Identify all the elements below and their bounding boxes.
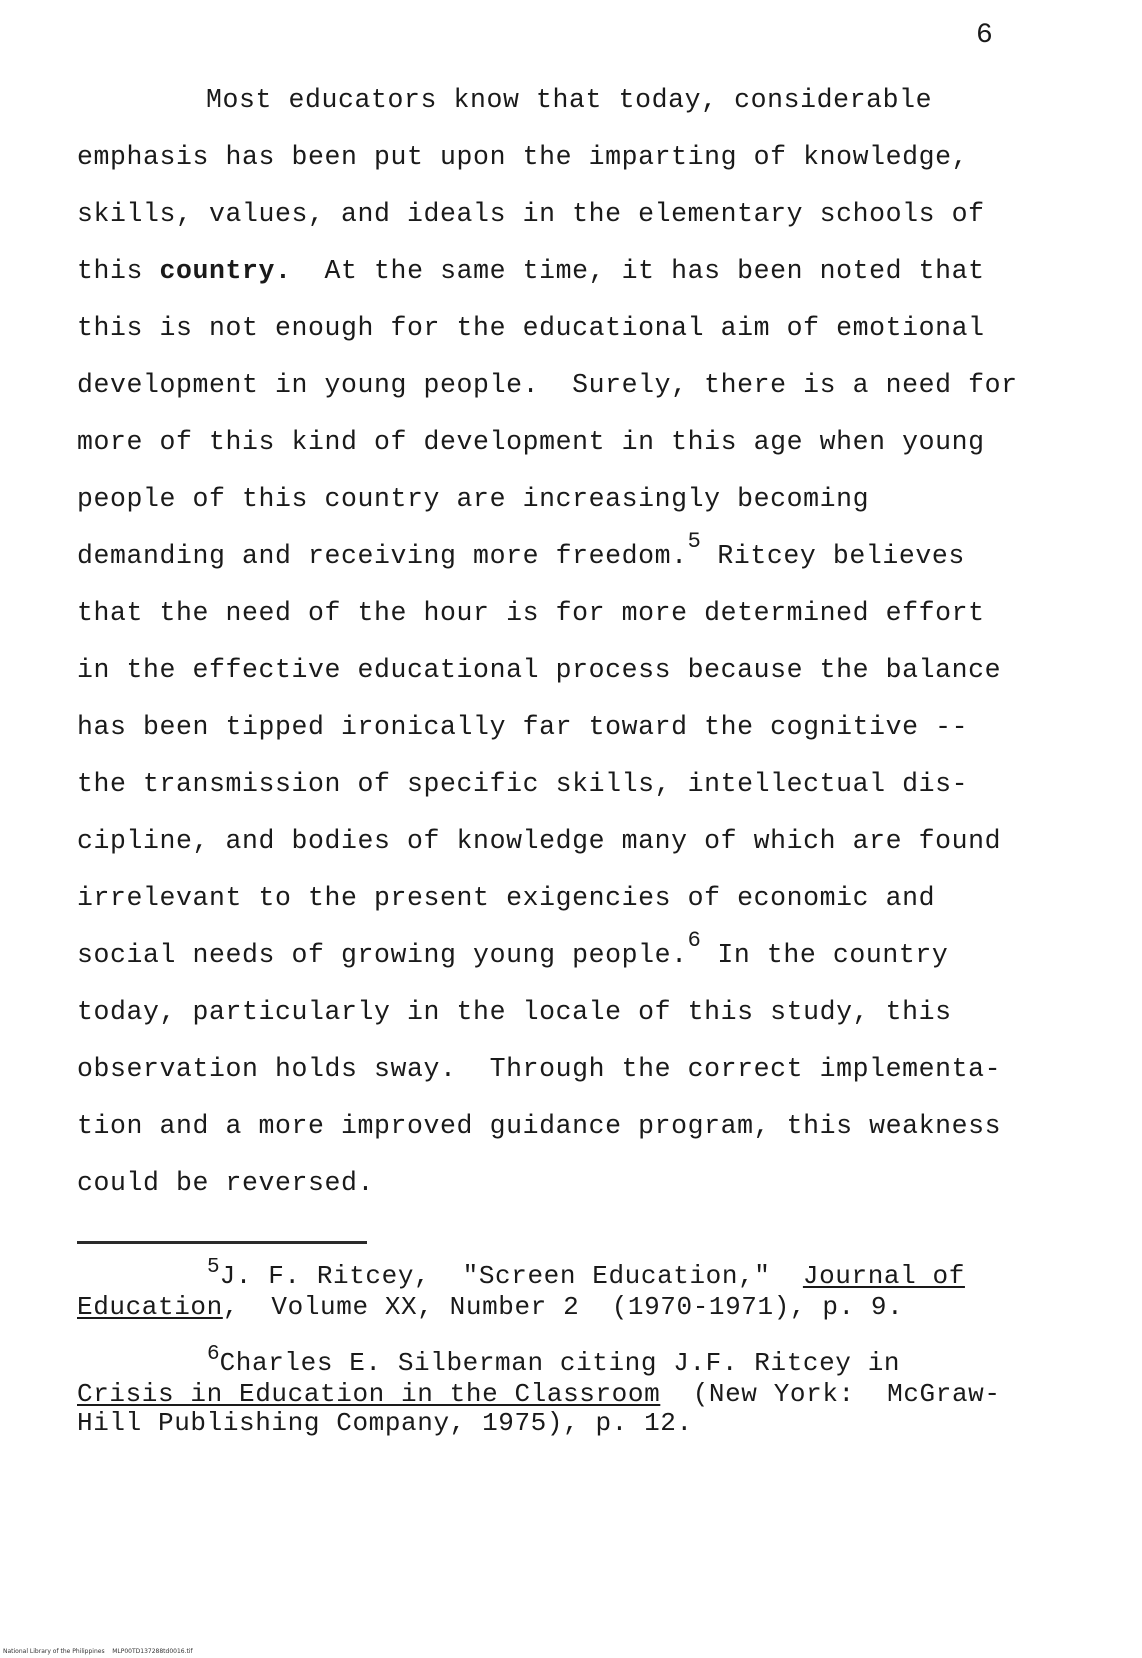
book-title: Crisis in Education in the Classroom: [77, 1379, 661, 1409]
footnote-line: Hill Publishing Company, 1975), p. 12.: [77, 1408, 693, 1438]
paragraph-line: tion and a more improved guidance program, this weakness: [77, 1111, 1002, 1141]
footnote-ref-6: 6: [687, 928, 701, 953]
footnote-text: (New York: McGraw-: [660, 1379, 1001, 1409]
line-text: this: [77, 256, 160, 286]
footnote-number: 6: [207, 1343, 220, 1366]
archive-stamp: National Library of the Philippines MLP00TD137288td0016.tif: [3, 1648, 193, 1655]
paragraph-line: skills, values, and ideals in the elementary schools of: [77, 199, 985, 229]
body-paragraph: [77, 72, 1037, 1212]
line-text: social needs of growing young people.: [77, 940, 688, 970]
footnote-line: [77, 1256, 1037, 1293]
line-text: At the same time, it has been noted that: [291, 256, 985, 286]
paragraph-line: today, particularly in the locale of this study, this: [77, 997, 952, 1027]
footnote-text: J. F. Ritcey, "Screen Education,": [219, 1261, 803, 1291]
paragraph-line: in the effective educational process because the balance: [77, 655, 1002, 685]
paragraph-line: more of this kind of development in this age when young: [77, 427, 985, 457]
paragraph-line: has been tipped ironically far toward the cognitive --: [77, 712, 969, 742]
paragraph-line: [77, 528, 1037, 585]
footnote-6: [77, 1343, 1037, 1438]
paragraph-line: this is not enough for the educational aim of emotional: [77, 313, 985, 343]
paragraph-line: that the need of the hour is for more determined effort: [77, 598, 985, 628]
footnote-ref-5: 5: [687, 529, 701, 554]
paragraph-line: emphasis has been put upon the imparting of knowledge,: [77, 142, 969, 172]
paragraph-line: [77, 927, 1037, 984]
footnote-line: [77, 1380, 1037, 1409]
page-number: 6: [976, 20, 994, 51]
paragraph-line: could be reversed.: [77, 1168, 375, 1198]
paragraph-line: irrelevant to the present exigencies of economic and: [77, 883, 936, 913]
footnote-separator: [77, 1241, 367, 1244]
paragraph-line: development in young people. Surely, there is a need for: [77, 370, 1018, 400]
paragraph-line: the transmission of specific skills, intellectual dis-: [77, 769, 969, 799]
footnote-line: [77, 1293, 1037, 1322]
line-text: demanding and receiving more freedom.: [77, 541, 688, 571]
line-text: Ritcey believes: [700, 541, 965, 571]
footnote-text: Charles E. Silberman citing J.F. Ritcey in: [219, 1348, 901, 1378]
footnote-line: [77, 1343, 1037, 1380]
line-text: In the country: [700, 940, 949, 970]
paragraph-line: people of this country are increasingly becoming: [77, 484, 870, 514]
emphasized-word: country.: [159, 256, 292, 286]
paragraph-line: [77, 243, 1037, 300]
paragraph-line: observation holds sway. Through the correct implementa-: [77, 1054, 1002, 1084]
journal-title: Education: [77, 1292, 223, 1322]
paragraph-line: Most educators know that today, considerable: [206, 85, 933, 115]
footnote-5: [77, 1256, 1037, 1322]
footnote-number: 5: [207, 1256, 220, 1279]
journal-title: Journal of: [802, 1261, 965, 1291]
paragraph-line: cipline, and bodies of knowledge many of which are found: [77, 826, 1002, 856]
footnote-text: , Volume XX, Number 2 (1970-1971), p. 9.: [222, 1292, 904, 1322]
